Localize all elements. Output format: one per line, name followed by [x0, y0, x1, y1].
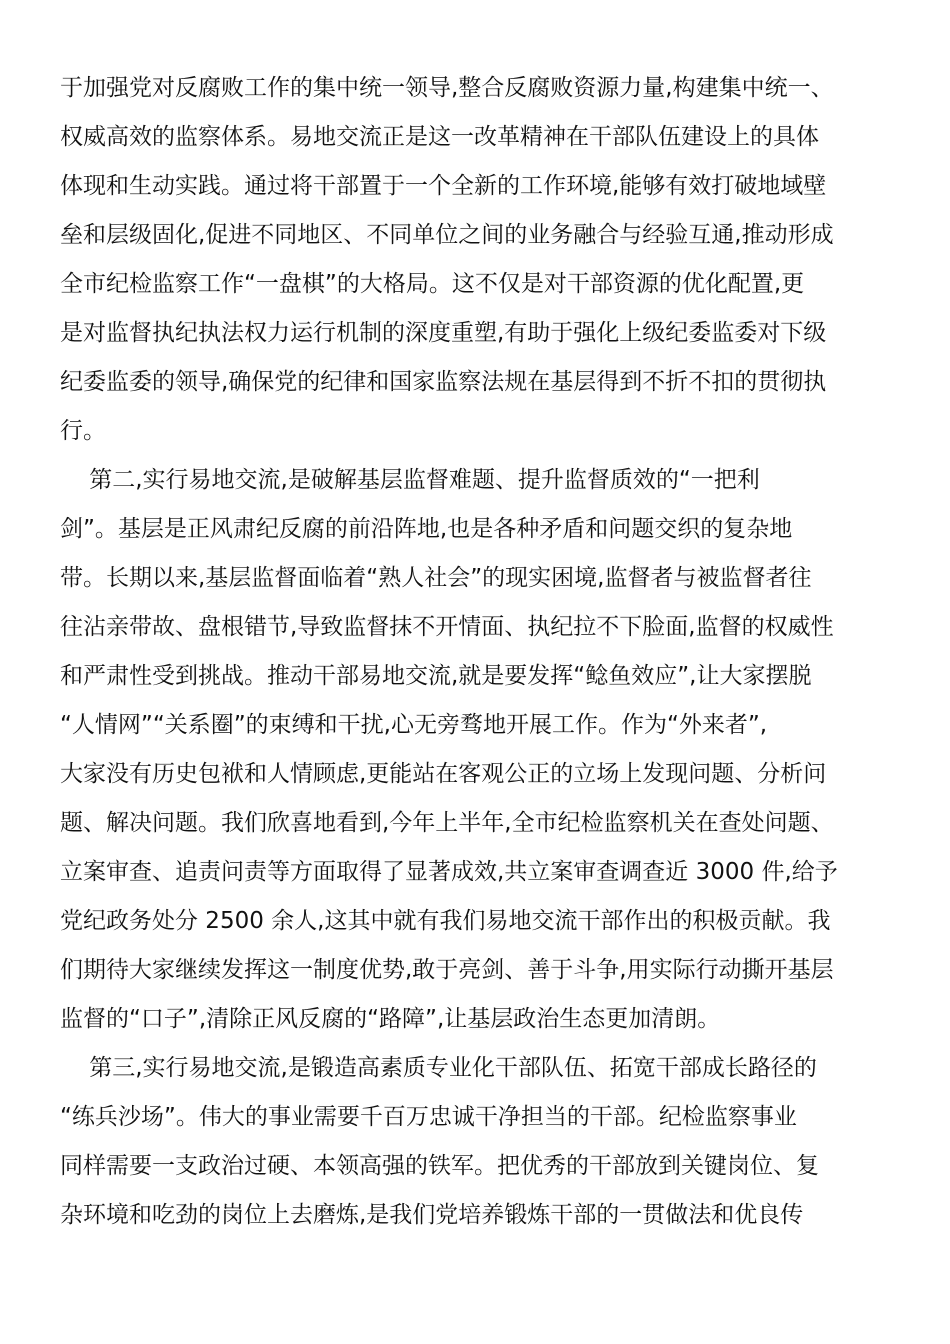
text-line: 和严肃性受到挑战。推动干部易地交流,就是要发挥“鲶鱼效应”,让大家摆脱 — [60, 663, 812, 689]
text-line: 于加强党对反腐败工作的集中统一领导,整合反腐败资源力量,构建集中统一、 — [60, 75, 834, 101]
text-line: 同样需要一支政治过硬、本领高强的铁军。把优秀的干部放到关键岗位、复 — [60, 1153, 819, 1179]
text-line: 纪委监委的领导,确保党的纪律和国家监察法规在基层得到不折不扣的贯彻执 — [60, 369, 827, 395]
text-line: 是对监督执纪执法权力运行机制的深度重塑,有助于强化上级纪委监委对下级 — [60, 320, 827, 346]
text-line: 剑”。基层是正风肃纪反腐的前沿阵地,也是各种矛盾和问题交织的复杂地 — [60, 516, 793, 542]
text-line: 大家没有历史包袱和人情顾虑,更能站在客观公正的立场上发现问题、分析问 — [60, 761, 827, 787]
text-line: 第二,实行易地交流,是破解基层监督难题、提升监督质效的“一把利 — [60, 467, 760, 493]
text-line: “练兵沙场”。伟大的事业需要千百万忠诚干净担当的干部。纪检监察事业 — [60, 1104, 797, 1130]
paragraph-1 — [60, 64, 900, 456]
text-line: 全市纪检监察工作“一盘棋”的大格局。这不仅是对干部资源的优化配置,更 — [60, 271, 805, 297]
text-line: 行。 — [60, 418, 106, 444]
text-line: 党纪政务处分 2500 余人,这其中就有我们易地交流干部作出的积极贡献。我 — [60, 908, 831, 934]
paragraph-2 — [60, 456, 900, 1044]
paragraph-3 — [60, 1044, 900, 1240]
text-line: 们期待大家继续发挥这一制度优势,敢于亮剑、善于斗争,用实际行动撕开基层 — [60, 957, 834, 983]
body-text — [60, 64, 900, 1240]
text-line: 往沾亲带故、盘根错节,导致监督抹不开情面、执纪拉不下脸面,监督的权威性 — [60, 614, 834, 640]
text-line: 立案审查、追责问责等方面取得了显著成效,共立案审查调查近 3000 件,给予 — [60, 859, 838, 885]
text-line: 监督的“口子”,清除正风反腐的“路障”,让基层政治生态更加清朗。 — [60, 1006, 721, 1032]
text-line: 题、解决问题。我们欣喜地看到,今年上半年,全市纪检监察机关在查处问题、 — [60, 810, 834, 836]
text-line: “人情网”“关系圈”的束缚和干扰,心无旁骛地开展工作。作为“外来者”, — [60, 712, 768, 738]
text-line: 权威高效的监察体系。易地交流正是这一改革精神在干部队伍建设上的具体 — [60, 124, 819, 150]
text-line: 体现和生动实践。通过将干部置于一个全新的工作环境,能够有效打破地域壁 — [60, 173, 827, 199]
text-line: 带。长期以来,基层监督面临着“熟人社会”的现实困境,监督者与被监督者往 — [60, 565, 812, 591]
text-line: 第三,实行易地交流,是锻造高素质专业化干部队伍、拓宽干部成长路径的 — [60, 1055, 817, 1081]
text-line: 垒和层级固化,促进不同地区、不同单位之间的业务融合与经验互通,推动形成 — [60, 222, 834, 248]
text-line: 杂环境和吃劲的岗位上去磨炼,是我们党培养锻炼干部的一贯做法和优良传 — [60, 1202, 804, 1228]
